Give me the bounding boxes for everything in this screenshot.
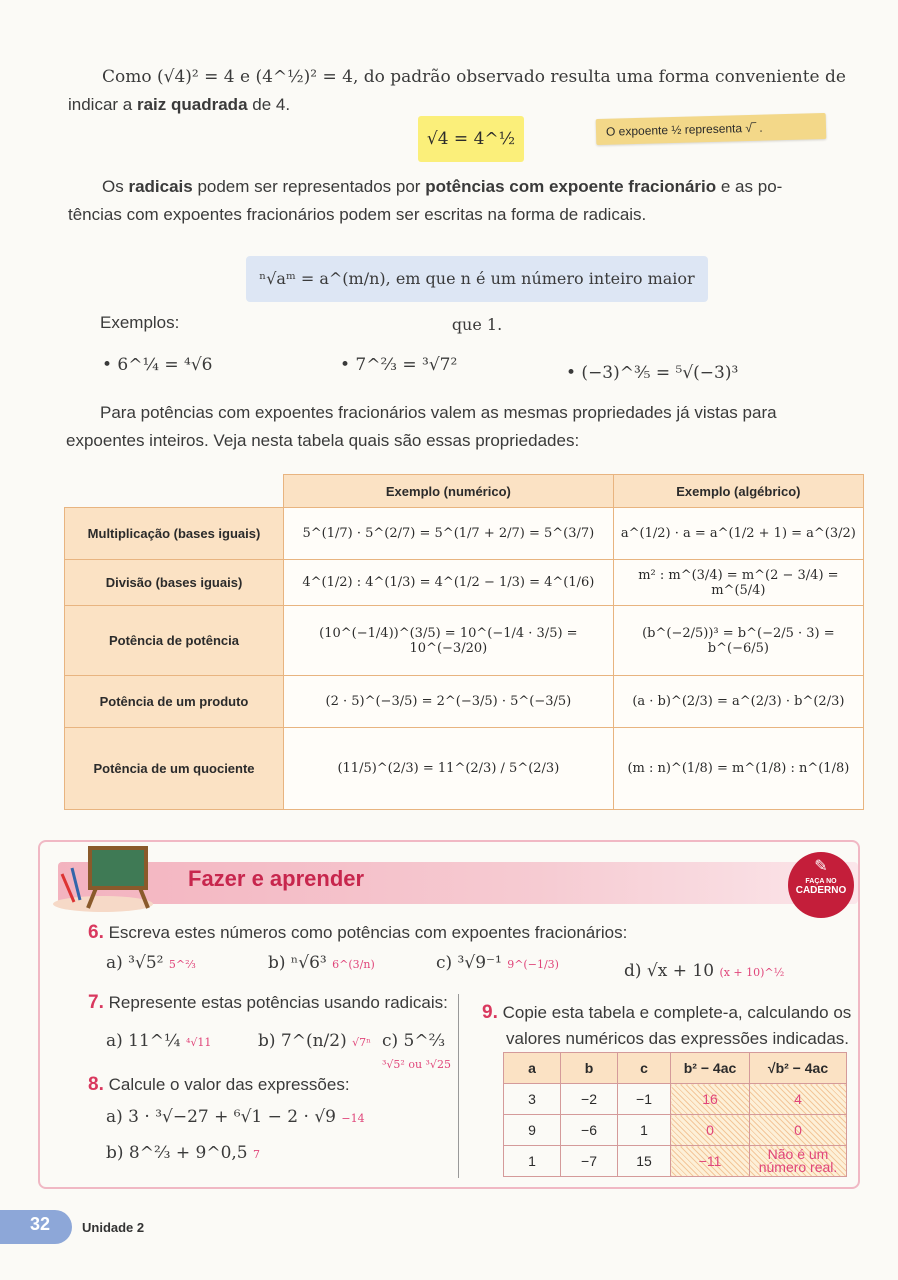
- q8-item-b: b) 8^⅔ + 9^0,5 7: [106, 1143, 261, 1163]
- column-divider: [458, 994, 459, 1178]
- row-algebraic: (a · b)^(2/3) = a^(2/3) · b^(2/3): [613, 676, 863, 728]
- intro-line-1: Como (√4)² = 4 e (4^½)² = 4, do padrão observado resulta uma forma conveniente de: [102, 67, 846, 87]
- props-intro-line-2: expoentes inteiros. Veja nesta tabela quais são essas propriedades:: [66, 431, 580, 450]
- table-row: 3 −2 −1 16 4: [504, 1084, 847, 1115]
- question-9: 9. Copie esta tabela e complete-a, calculando os valores numéricos das expressões indicadas.: [482, 1002, 852, 1048]
- examples-label: Exemplos:: [100, 313, 180, 332]
- row-numeric: (11/5)^(2/3) = 11^(2/3) / 5^(2/3): [284, 728, 614, 810]
- q6-item-d: d) √x + 10 (x + 10)^½: [624, 961, 785, 981]
- intro-line-2: indicar a raiz quadrada de 4.: [68, 95, 291, 114]
- q6-item-b: b) ⁿ√6³ 6^(3/n): [268, 953, 375, 973]
- row-algebraic: (b^(−2/5))³ = b^(−2/5 · 3) = b^(−6/5): [613, 606, 863, 676]
- row-name: Divisão (bases iguais): [65, 560, 284, 606]
- row-algebraic: a^(1/2) · a = a^(1/2 + 1) = a^(3/2): [613, 508, 863, 560]
- table-row: 9 −6 1 0 0: [504, 1115, 847, 1146]
- row-numeric: (10^(−1/4))^(3/5) = 10^(−1/4 · 3/5) = 10^(−3/20): [284, 606, 614, 676]
- example-3: • (−3)^⅗ = ⁵√(−3)³: [566, 363, 739, 383]
- notebook-icon: ✎: [814, 858, 828, 875]
- example-1: • 6^¼ = ⁴√6: [102, 355, 213, 375]
- section-banner: [58, 862, 858, 904]
- q9-table: a b c b² − 4ac √b² − 4ac 3 −2 −1 16 4 9 −6 1 0 0 1 −7 15 −11 Não é um número real.: [503, 1052, 847, 1177]
- table-row: [65, 508, 864, 560]
- table-row: [65, 560, 864, 606]
- radical-formula: ⁿ√aᵐ = a^(m/n), em que n é um número inteiro maior que 1.: [246, 256, 708, 302]
- table-row: [65, 676, 864, 728]
- row-name: Potência de potência: [65, 606, 284, 676]
- row-numeric: 4^(1/2) : 4^(1/3) = 4^(1/2 − 1/3) = 4^(1/6): [284, 560, 614, 606]
- q6-item-c: c) ³√9⁻¹ 9^(−1/3): [436, 953, 559, 973]
- props-intro-line-1: Para potências com expoentes fracionários valem as mesmas propriedades já vistas para: [100, 403, 777, 422]
- table-header-numeric: Exemplo (numérico): [284, 475, 614, 508]
- row-numeric: (2 · 5)^(−3/5) = 2^(−3/5) · 5^(−3/5): [284, 676, 614, 728]
- row-algebraic: (m : n)^(1/8) = m^(1/8) : n^(1/8): [613, 728, 863, 810]
- row-name: Multiplicação (bases iguais): [65, 508, 284, 560]
- radicals-line-2: tências com expoentes fracionários podem ser escritas na forma de radicais.: [68, 205, 647, 224]
- properties-table: [64, 474, 864, 810]
- q8-item-a: a) 3 · ³√−27 + ⁶√1 − 2 · √9 −14: [106, 1107, 365, 1127]
- table-row: [65, 728, 864, 810]
- q7-item-c-answer: ³√5² ou ³√25: [382, 1058, 451, 1071]
- highlight-formula: √4 = 4^½: [418, 116, 524, 162]
- q6-item-a: a) ³√5² 5^⅔: [106, 953, 196, 973]
- q7-item-b: b) 7^(n/2) √7ⁿ: [258, 1031, 371, 1051]
- question-7: 7. Represente estas potências usando radicais:: [88, 992, 448, 1013]
- question-6: 6. Escreva estes números como potências com expoentes fracionários:: [88, 922, 628, 943]
- q7-item-c: c) 5^⅔: [382, 1031, 446, 1051]
- section-title: Fazer e aprender: [188, 866, 365, 891]
- q7-item-a: a) 11^¼ ⁴√11: [106, 1031, 212, 1051]
- notebook-badge: ✎ FAÇA NO CADERNO: [788, 852, 854, 918]
- row-name: Potência de um produto: [65, 676, 284, 728]
- table-row: [65, 606, 864, 676]
- sticky-note: O expoente ½ representa √‾ .: [596, 113, 827, 145]
- question-8: 8. Calcule o valor das expressões:: [88, 1074, 350, 1095]
- chalkboard-icon: [48, 838, 158, 914]
- radicals-line-1: Os radicais podem ser representados por potências com expoente fracionário e as po-: [102, 177, 783, 196]
- unit-label: Unidade 2: [82, 1220, 145, 1235]
- row-name: Potência de um quociente: [65, 728, 284, 810]
- row-algebraic: m² : m^(3/4) = m^(2 − 3/4) = m^(5/4): [613, 560, 863, 606]
- row-numeric: 5^(1/7) · 5^(2/7) = 5^(1/7 + 2/7) = 5^(3/7): [284, 508, 614, 560]
- example-2: • 7^⅔ = ³√7²: [340, 355, 458, 375]
- page-number: 32: [30, 1214, 51, 1234]
- table-header-algebraic: Exemplo (algébrico): [613, 475, 863, 508]
- table-row: 1 −7 15 −11 Não é um número real.: [504, 1146, 847, 1177]
